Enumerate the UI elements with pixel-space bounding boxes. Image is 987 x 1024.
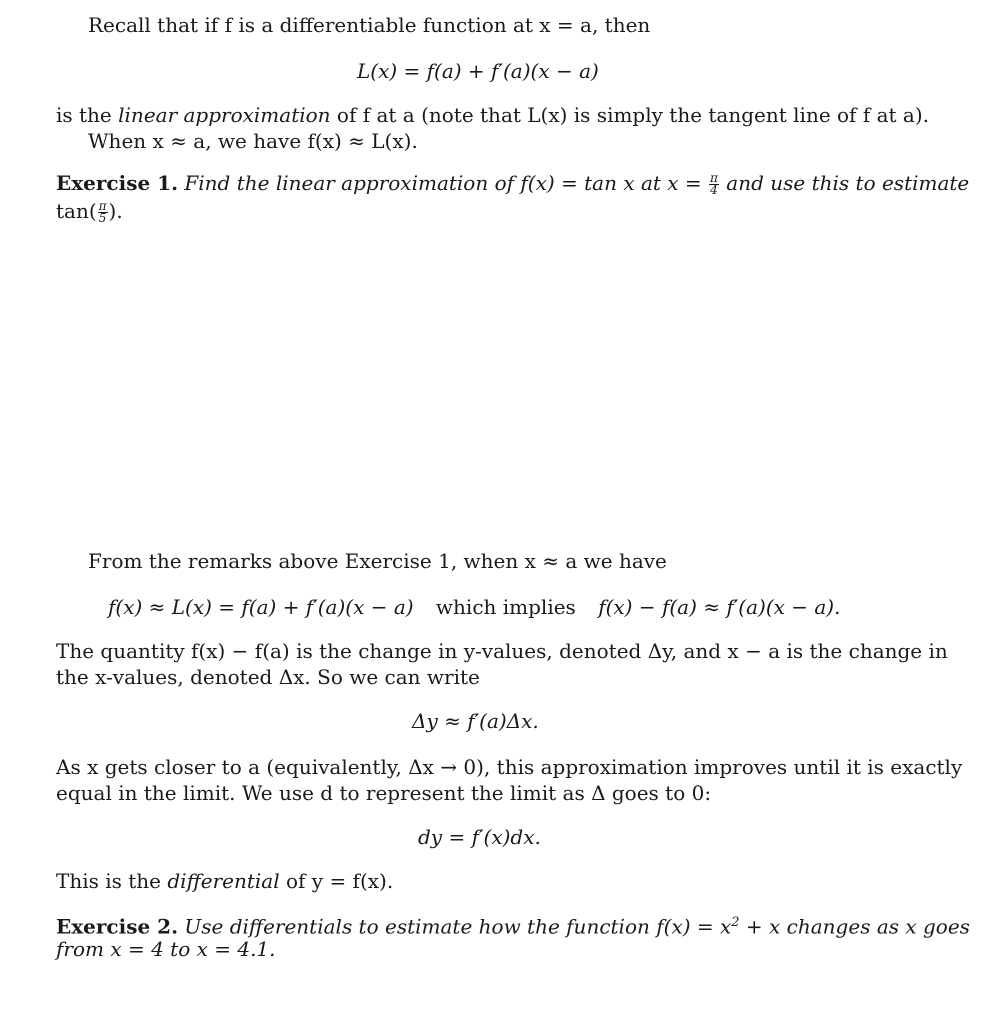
delta-formula: Δy ≈ f′(a)Δx.	[412, 709, 539, 733]
linear-approx-definition	[56, 102, 929, 128]
formula-left: f(x) ≈ L(x) = f(a) + f′(a)(x − a)	[108, 595, 414, 619]
tan-frac-num: π	[98, 199, 107, 213]
exercise-1-line2	[56, 198, 123, 224]
exercise-1-text-part2: and use this to estimate	[726, 171, 970, 195]
exercise-1-label: Exercise 1.	[56, 171, 179, 195]
closer-line-1: As x gets closer to a (equivalently, Δx → 0), this approximation improves until it is exactly	[56, 755, 963, 779]
of-y-text: of y = f(x).	[285, 869, 394, 893]
recall-line: Recall that if f is a differentiable function at x = a, then	[88, 13, 651, 37]
quantity-line-1: The quantity f(x) − f(a) is the change in y-values, denoted Δy, and x − a is the change in	[56, 639, 948, 663]
exercise-1	[56, 170, 969, 196]
approx-implication-line	[108, 594, 840, 620]
frac-num: π	[710, 171, 718, 185]
dy-formula: dy = f′(x)dx.	[418, 825, 541, 849]
exercise-2-line1-part2: + x changes as x goes	[745, 914, 970, 939]
differential-term: differential	[167, 869, 280, 893]
when-line: When x ≈ a, we have f(x) ≈ L(x).	[88, 129, 418, 153]
this-is-text: This is the	[56, 869, 162, 893]
exercise-2-line2: from x = 4 to x = 4.1.	[56, 937, 276, 961]
quantity-line-2: the x-values, denoted Δx. So we can write	[56, 665, 480, 689]
from-remarks-line: From the remarks above Exercise 1, when x ≈ a we have	[88, 549, 667, 573]
exercise-1-text-part1: Find the linear approximation of f(x) = tan x at x =	[184, 171, 702, 195]
linear-approx-formula: L(x) = f(a) + f′(a)(x − a)	[357, 59, 599, 83]
exercise-2-line1-part1: Use differentials to estimate how the function f(x) = x	[184, 914, 732, 939]
differential-definition	[56, 868, 393, 894]
tan-suffix: ).	[108, 199, 123, 223]
closer-line-2: equal in the limit. We use d to represent the limit as Δ goes to 0:	[56, 781, 712, 805]
formula-right: f(x) − f(a) ≈ f′(a)(x − a).	[598, 595, 841, 619]
frac-den: 4	[710, 183, 718, 197]
which-implies-text: which implies	[435, 595, 576, 619]
exercise-2-label: Exercise 2.	[56, 914, 179, 939]
tan-prefix: tan(	[56, 199, 97, 223]
pi-over-4-fraction	[709, 173, 719, 196]
definition-rest: of f at a (note that L(x) is simply the tangent line of f at a).	[336, 103, 929, 127]
linear-approximation-term: linear approximation	[118, 103, 331, 127]
pi-over-5-fraction	[98, 201, 108, 224]
exercise-2-exponent: 2	[731, 915, 740, 930]
is-the-text: is the	[56, 103, 112, 127]
tan-frac-den: 5	[98, 211, 107, 225]
